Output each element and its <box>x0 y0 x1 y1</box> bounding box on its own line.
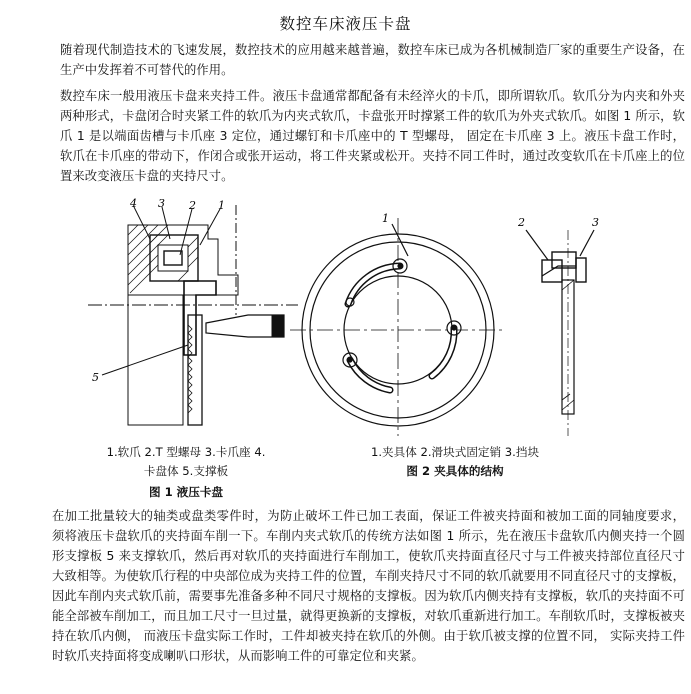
figure-1-label-3: 3 <box>158 197 165 210</box>
paragraph-soft-jaws: 数控车床一般用液压卡盘来夹持工件。液压卡盘通常都配备有未经淬火的卡爪，即所谓软爪。软爪分为内夹和外夹两种形式，卡盘闭合时夹紧工件的软爪为内夹式软爪，卡盘张开时撑紧工件的软爪为外夹式软爪。如图 1 所示，软爪 1 是以端面齿槽与卡爪座 3 定位，通过螺钉和卡爪座中的 T 型螺母， 固定在卡爪座 3 上。液压卡盘工作时，软爪在卡爪座的带动下，作闭合或张开运动，将工件夹紧或松开。夹持不同工件时，通过改变软爪在卡爪座上的位置来改变液压卡盘的夹持尺寸。 <box>60 89 685 183</box>
paragraph-intro: 随着现代制造技术的飞速发展，数控技术的应用越来越普遍，数控车床已成为各机械制造厂家的重要生产设备，在生产中发挥着不可替代的作用。 <box>60 43 685 77</box>
figure-2-title <box>330 462 580 481</box>
figure-1-label-1: 1 <box>218 199 225 212</box>
figure-2-label-2: 2 <box>518 216 525 229</box>
figure-1-caption-line-2: 卡盘体 5.支撑板 <box>143 464 229 478</box>
figure-2-label-3: 3 <box>592 216 599 229</box>
figure-2-caption-line-1: 1.夹具体 2.滑块式固定销 3.挡块 <box>370 445 540 459</box>
figure-2-label-1: 1 <box>382 212 389 225</box>
figure-2-title-text: 图 2 夹具体的结构 <box>406 464 504 478</box>
figure-1-hydraulic-chuck-diagram <box>88 195 308 435</box>
figure-1-title-text: 图 1 液压卡盘 <box>148 485 224 499</box>
figure-2-fixture-diagram <box>290 200 650 436</box>
figure-1-label-4: 4 <box>130 197 137 210</box>
paragraph-soft-jaw-turning: 在加工批量较大的轴类或盘类零件时，为防止破坏工件已加工表面，保证工件被夹持面和被加工面的同轴度要求， 须将液压卡盘软爪的夹持面车削一下。车削内夹式软爪的传统方法如图 1 所示，先在液压卡盘软爪内侧夹持一个圆形支撑板 5 来支撑软爪，然后再对软爪的夹持面进行车削加工，使软爪夹持面直径尺寸与工件被夹持部位直径尺寸大致相等。为使软爪行程的中央部位成为夹持工件的位置，车削夹持尺寸不同的软爪就要用不同直径尺寸的支撑板，因此车削内夹式软爪前，需要事先准备多种不同尺寸规格的支撑板。因为软爪内侧夹持有支撑板，软爪的夹持面不可能全部被车削加工，而且加工尺寸一旦过量，就得更换新的支撑板，对软爪重新进行加工。车削软爪时，支撑板被夹持在软爪内侧， 而液压卡盘实际工作时，工件却被夹持在软爪的外侧。由于软爪被支撑的位置不同， 实际夹持工件时软爪夹持面将变成喇叭口形状，从而影响工件的可靠定位和夹紧。 <box>52 509 685 663</box>
figure-1-caption-line-1: 1.软爪 2.T 型螺母 3.卡爪座 4. <box>106 445 266 459</box>
figure-1-label-2: 2 <box>189 199 196 212</box>
page-title: 数控车床液压卡盘 <box>279 15 412 33</box>
figure-1-title <box>80 483 292 502</box>
figure-1-label-5: 5 <box>92 371 99 384</box>
